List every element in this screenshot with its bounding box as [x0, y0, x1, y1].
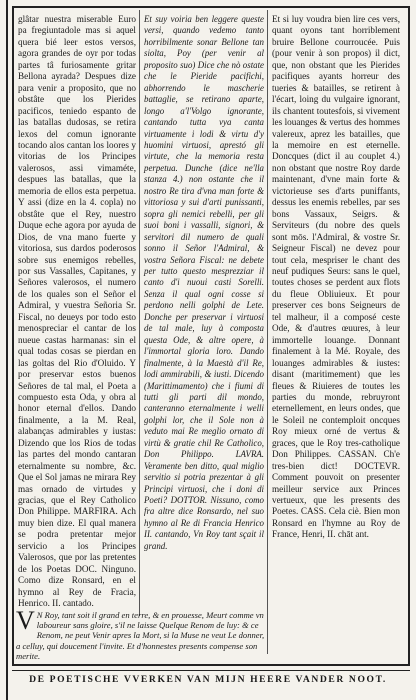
- page-edge-rule: [6, 0, 8, 700]
- quotation-text: N Roy, tant soit il grand en terre, & en prouesse, Meurt comme vn laboureur sans gloire, s'il ne laisse Quelque Renom de luy: & ce Renom, ne peut Venir apres la Mort, si la Muse ne veut Le donner, a celluy, qui doucement l'invite. Et d'honnestes presents compense son merite.: [16, 610, 265, 661]
- column-divider: [267, 10, 268, 654]
- column-divider: [139, 10, 140, 616]
- french-column: Et si luy voudra bien lire ces vers, quant oyons tant horriblement bruire Bellone courroucée. Puis (pour venir à son propos) il dict, que, non obstant que les Pierides pacifiques ayants horreur des tueries & batailles, se retirent à l'écart, loing du vulgaire ignorant, ils chantent toutesfois, si vivement les louanges & vertus des hommes valereux, aprez les batailles, que la memoire en est eternelle. Doncques (dict il au couplet 4.) non obstant que nostre Roy darde maintenant, d'vne main forte & victorieuse ses d'arts puniffants, dessus les enemis rebelles, par ses bons Vassaux, Seigrs. & Serviteurs (du nobre des quels sont mōs. l'Admiral, & vostre Sr. Seigneur Fiscal) ne devez pour tout cela, mespriser le chant des neuf pudiques Seurs: sans le quel, toutes choses se perdent aux flots du fleue Obliuieux. Et pour preserver ces bons Seigneurs de tel malheur, il a composé ceste Ode, & d'autres œuures, à leur immortelle louange. Donnant finalement à la Mé. Royale, des louanges admirables & iustes: disant (maritimement) que les fleues & Riuieres de toutes les parties du monde, rebruyront eternellement, en leurs ondes, que le Soleil ne contemploit oncques Roy mieux orné de vertus & graces, que le Roy tres-catholique Don Philippes. CASSAN. Ch'e tres-bien dict! DOCTEVR. Comment pouvoit on presenter meilleur service aux Princes vertueux, que les presents des Poetes. CASS. Cela ciè. Bien mon Ronsard en l'hymne au Roy de France, Henri, II. chāt ant.: [272, 14, 400, 540]
- spanish-column: glâtar nuestra miserable Euro pa fregiuntadole mas si aquel quera bié leer estos versos, agora grandes de oyr por todas partes tâ furiosamente gritar Bellona ayrada? Despues dize para venir a proposito, que no obstâte que los Pierides pacificos, teniedo espanto de las batallas dudosas, se retira lexos del comun ignorante tocando alos cantan los loores y vitorias de los Principes valerosos, assi vimaméte, despues las batallas, que la memoria de ellos esta perpetua. Y assi (dize en la 4. copla) no obstâte que el Rey, nuestro Duque eche agora por ayuda de Dios, de vna mano fuerte y vitoriosa, sus dardos poderosos sobre sus enemigos rebelles, por sus Vassalles, Capitanes, y Señores valerosos, el numero de los quales son el Señor el Admiral, y vuestra Señoria Sr. Fiscal, no deueys por todo esto menospreciar el cantar de los nueue castas harmanas: sin el qual todas cosas se pierdan en las goltas del Rio d'Oluido. Y por preservar estos buenos Señores de tal mal, el Poeta a compuesto esta Oda, y obra al honor eternal d'ellos. Dando finalmente, a la M. Real, alabanças admirables y iustas: Dizendo que los Rios de todas las partes del mondo cantaran eternalmente su nombre, &c. Que el Sol jamas ne mirara Rey mas ornado de virtudes y gracias, que el Rey Catholico Don Philippe. MARFIRA. Ach muy bien dize. El qual manera se podra pretentar mejor servicio a los Principes Valerosos, que por las pretentes de los Poetas DOC. Ninguno. Como dize Ronsard, en el hymno al Rey de Fracia, Henrico. II. cantado.: [18, 14, 136, 609]
- drop-cap: V: [16, 606, 35, 635]
- footer-rule: [12, 670, 410, 671]
- running-footer: DE POETISCHE VVERKEN VAN MIJN HEERE VANDER NOOT.: [29, 674, 387, 685]
- ronsard-quotation: [16, 606, 268, 662]
- italian-column: Et suy voiria ben leggere queste versi, quando vedemo tanto horribilmente sonar Bellone tan siolta, Poy (per venir al proposito suo) Dice che nò ostate che le Pieride pacifichi, abhorrendo le mascherie battaglie, se retirano aparte, longo a'l'Volgo ignorante, cantando tutta vya canta virtuamente i lodi & virtu d'y huomini virtuosi, aprestó gli virtute, che la memoria resta perpetua. Dunche (dice ne'lla stanza 4.) non ostante che il nostro Re tira d'vna man forte & vittoriosa y sui d'arti punissanti, sopra gli nemici rebelli, per gli suoi boni i vassalli, signori, & servitori dil numero de quali sonno il Señor l'Admiral, & vostra Señora Fiscal: ne debete per tutto questo mesprezziar il canto d'i nuoui casti Sorelli. Senza il qual ogni cosse si perdono nelli golphi de Lete. Donche per preservar i virtuosi de tal male, luy à composta questa Ode, & altre opere, à l'immortal gloria loro. Dando finalmente, à la Maestà d'il Re, lodi ammirabili, & iusti. Dicendo (Marittimamento) che i fiumi di tutti gli parti dil mondo, canteranno eternalmente i welli golphi lor, che il Sole non à veduto mai Re meglio ornato di virtù & gratie chil Re Catholico, Don Philippo. LAVRA. Veramente ben ditto, qual miglio servitio si potria prezentar à gli Principi virtuosi, che i doni di Poeti? DOTTOR. Nissuno, como fra altre dice Ronsardo, nel suo hymno al Re di Francia Henrico II. cantando, Vn Roy tant sçait il grand.: [144, 14, 264, 551]
